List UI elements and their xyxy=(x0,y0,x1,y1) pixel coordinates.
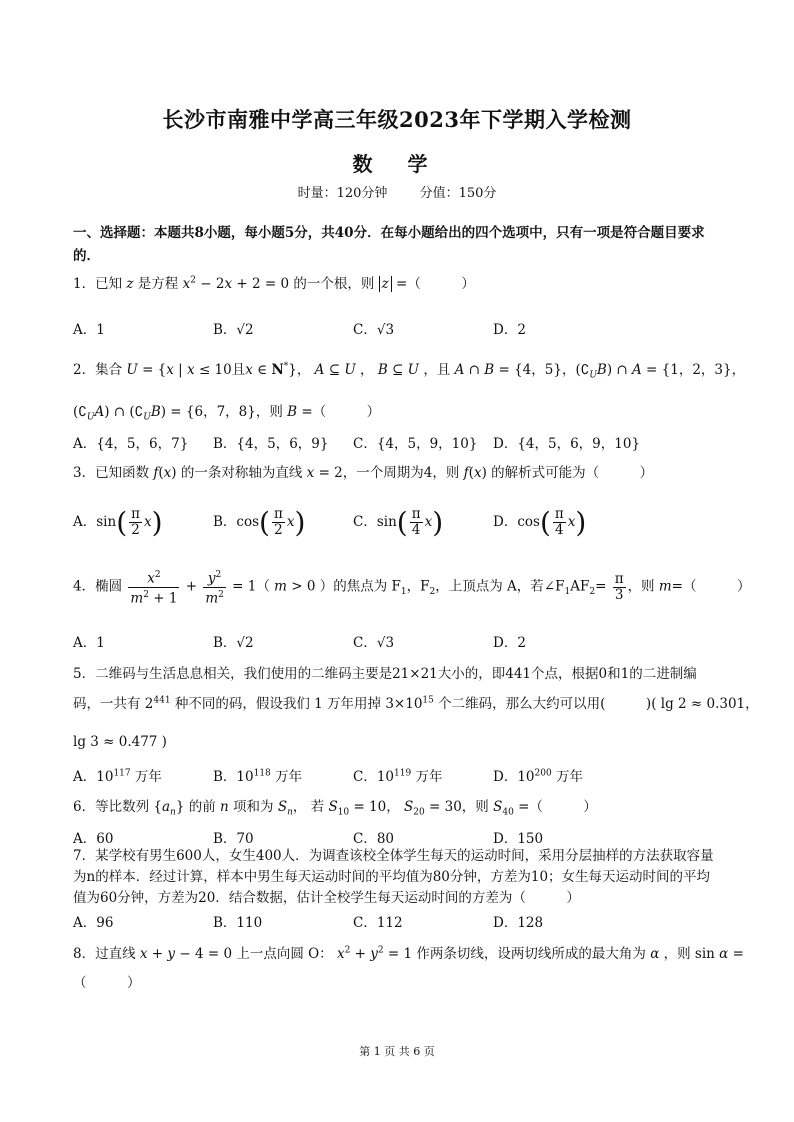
q2-option-b: B．{4，5，6，9} xyxy=(213,436,329,452)
question-6: 6．等比数列 $\{a_n\}$ 的前 n 项和为 $S_n$， 若 $S_{10} = 10$， $S_{20} = 30$，则 $S_{40}$ =（ ） xyxy=(73,799,597,818)
question-7: 7．某学校有男生600人，女生400人．为调查该校全体学生每天的运动时间，采用分层抽样的方法获取容量为n的样本．经过计算，样本中男生每天运动时间的平均值为80分钟，方差为10；女生每天运动时间的平均值为60分钟，方差为20．结合数据，估计全校学生每天运动时间的方差为（ ） xyxy=(73,848,714,906)
exam-meta xyxy=(0,182,794,201)
q2-option-a: A．{4，5，6，7} xyxy=(73,436,189,452)
q5-option-b: B．$10^{118}$ 万年 xyxy=(213,768,303,785)
q6-option-c: C．80 xyxy=(353,831,395,847)
q5-option-c: C．$10^{119}$ 万年 xyxy=(353,768,443,785)
q3-option-d: D．cos( $\frac{\pi}{4}$ x) xyxy=(493,506,587,539)
q6-option-a: A．60 xyxy=(73,831,114,847)
question-5-line-2: 码，一共有 $2^{441}$ 种不同的码，假设我们 1 万年用掉 $3\times 10^{15}$ 个二维码，那么大约可以用( )( lg 2 ≈ 0.301， xyxy=(73,695,759,712)
question-2-line-2: $(∁_UA)$ ∩ $(∁_UB) = \{6$，7，8}，则 B =（ ） xyxy=(73,404,381,423)
section-heading: 一、选择题：本题共8小题，每小题5分，共40分．在每小题给出的四个选项中，只有一项是符合题目要求的． xyxy=(73,225,705,264)
q3-option-a: A．sin( $\frac{\pi}{2}$ x) xyxy=(73,506,163,539)
question-2-line-1: 2．集合 U = {x | x ≤ 10且x ∈ N*}， A ⊆ U ， B ⊆ U ，且 A ∩ B = {4，5}，$(∁_UB)$ ∩ A = {1，2，3}， xyxy=(73,361,746,381)
q5-option-a: A．$10^{117}$ 万年 xyxy=(73,768,162,785)
q4-option-c: C．√3 xyxy=(353,635,395,651)
q1-option-d: D．2 xyxy=(493,322,526,338)
page-footer: 第 1 页 共 6 页 xyxy=(359,1045,435,1058)
question-5-line-1: 5．二维码与生活息息相关，我们使用的二维码主要是21×21大小的，即441个点，根据0和1的二进制编 xyxy=(73,666,697,682)
q6-option-b: B．70 xyxy=(213,831,254,847)
q7-option-c: C．112 xyxy=(353,915,403,931)
q2-option-c: C．{4，5，9，10} xyxy=(353,436,478,452)
page-title: 长沙市南雅中学高三年级2023年下学期入学检测 xyxy=(162,107,632,132)
question-8: 8．过直线 x + y − 4 = 0 上一点向圆 O： $x^2 + y^2 = 1$ 作两条切线，设两切线所成的最大角为 α ，则 sin α = xyxy=(73,945,744,962)
time-limit: 时量：120分钟 xyxy=(297,186,388,201)
question-8-answer-paren: （ ） xyxy=(73,975,141,991)
q4-option-a: A．1 xyxy=(73,635,105,651)
q5-option-d: D．$10^{200}$ 万年 xyxy=(493,768,583,785)
total-score: 分值：150分 xyxy=(419,186,497,201)
question-3: 3．已知函数 f(x) 的一条对称轴为直线 x = 2，一个周期为4，则 f(x) 的解析式可能为（ ） xyxy=(73,465,654,481)
q7-option-b: B．110 xyxy=(213,915,263,931)
q7-option-d: D．128 xyxy=(493,915,544,931)
q1-option-c: C．√3 xyxy=(353,322,395,338)
q3-option-c: C．sin( $\frac{\pi}{4}$ x) xyxy=(353,506,444,539)
q7-option-a: A．96 xyxy=(73,915,114,931)
subject-title: 数 学 xyxy=(352,152,442,176)
q6-option-d: D．150 xyxy=(493,831,544,847)
q3-option-b: B．cos( $\frac{\pi}{2}$ x) xyxy=(213,506,306,539)
q2-option-d: D．{4，5，6，9，10} xyxy=(493,436,641,452)
q1-option-a: A．1 xyxy=(73,322,105,338)
question-1: 1．已知 z 是方程 $x^2 - 2x + 2 = 0$ 的一个根，则 z =（ ） xyxy=(73,275,475,292)
q1-option-b: B．√2 xyxy=(213,322,254,338)
q4-option-d: D．2 xyxy=(493,635,526,651)
question-5-line-3: lg 3 ≈ 0.477 ) xyxy=(73,734,167,750)
question-4: 4．椭圆 $\frac{x^2}{m^2 + 1}$ + $\frac{y^2}{m^2}$ = 1（ m > 0 ）的焦点为 $F_1$，$F_2$，上顶点为 A，若$\angle F_1AF_2=$ $\frac{\pi}{3}$ ，则 m=（ ） xyxy=(73,570,751,606)
q4-option-b: B．√2 xyxy=(213,635,254,651)
